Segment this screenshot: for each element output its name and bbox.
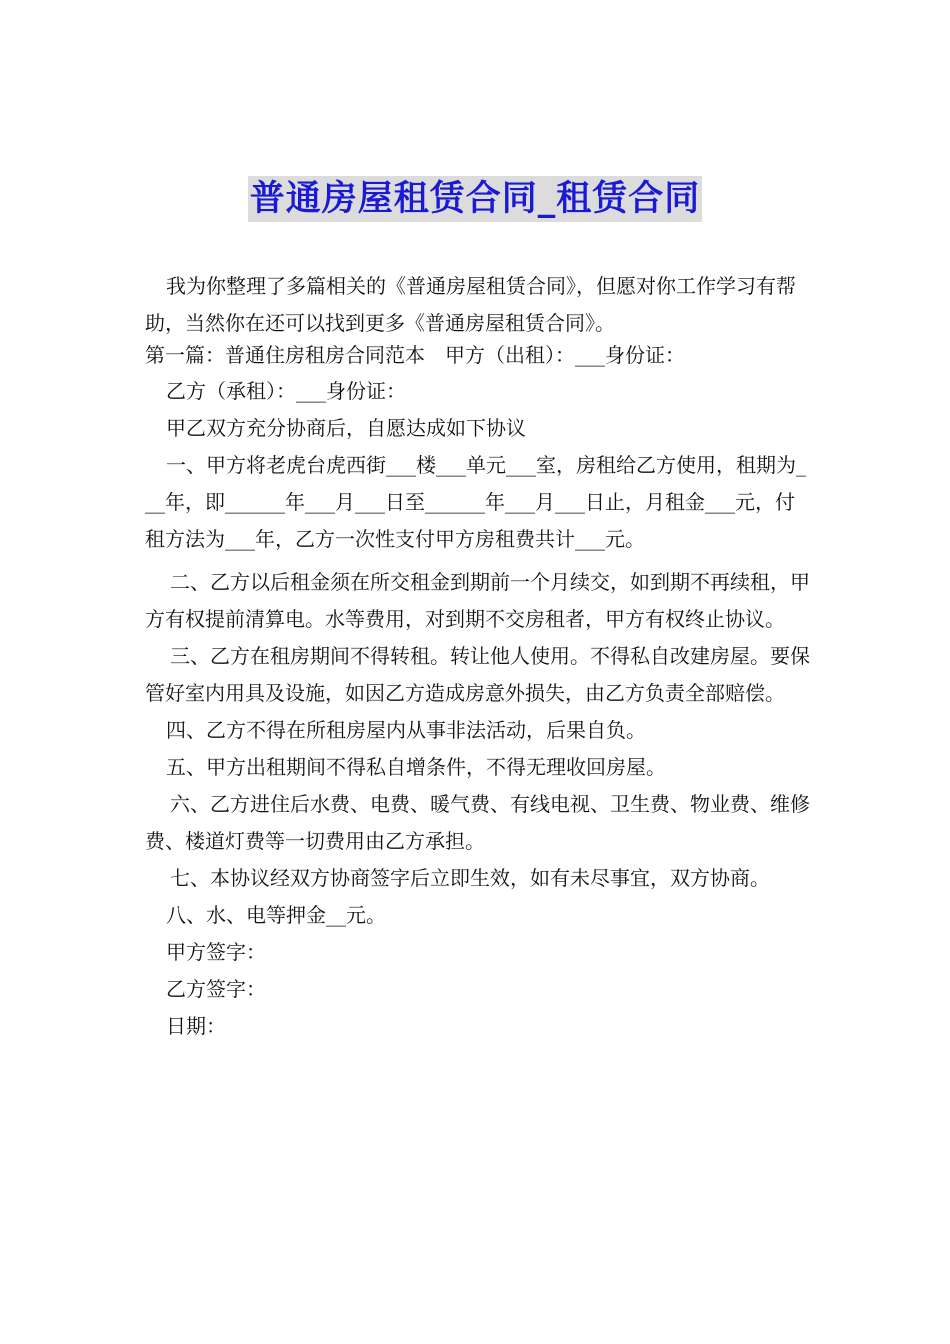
agreement-line: 甲乙双方充分协商后，自愿达成如下协议 (166, 416, 526, 440)
signature-party-b: 乙方签字： (166, 977, 266, 1001)
clause-8: 八、水、电等押金__元。 (166, 903, 386, 927)
document-title: 普通房屋租赁合同_租赁合同 (248, 176, 703, 222)
signature-date: 日期： (166, 1014, 226, 1038)
signature-party-a: 甲方签字： (166, 940, 266, 964)
clause-3: 三、乙方在租房期间不得转租。转让他人使用。不得私自改建房屋。要保管好室内用具及设施，如因乙方造成房意外损失，由乙方负责全部赔偿。 (145, 644, 810, 705)
clause-1: 一、甲方将老虎台虎西街___楼___单元___室，房租给乙方使用，租期为___年，即______年___月___日至______年___月___日止，月租金___元，付租方法为___年，乙方一次性支付甲方房租费共计___元。 (145, 453, 806, 551)
clause-5: 五、甲方出租期间不得私自增条件，不得无理收回房屋。 (166, 755, 666, 779)
clause-2: 二、乙方以后租金须在所交租金到期前一个月续交，如到期不再续租，甲方有权提前清算电。水等费用，对到期不交房租者，甲方有权终止协议。 (145, 570, 810, 631)
document-body (145, 268, 810, 1045)
clause-7: 七、本协议经双方协商签字后立即生效，如有未尽事宜，双方协商。 (170, 866, 770, 890)
part1-header: 第一篇：普通住房租房合同范本 甲方（出租）：___身份证： (145, 343, 685, 367)
intro-paragraph: 我为你整理了多篇相关的《普通房屋租赁合同》，但愿对你工作学习有帮助，当然你在还可以找到更多《普通房屋租赁合同》。 (145, 274, 796, 335)
party-b-line: 乙方（承租）：___身份证： (166, 379, 406, 403)
title-container (0, 176, 950, 222)
clause-4: 四、乙方不得在所租房屋内从事非法活动，后果自负。 (166, 718, 646, 742)
clause-6: 六、乙方进住后水费、电费、暖气费、有线电视、卫生费、物业费、维修费、楼道灯费等一切费用由乙方承担。 (145, 792, 810, 853)
